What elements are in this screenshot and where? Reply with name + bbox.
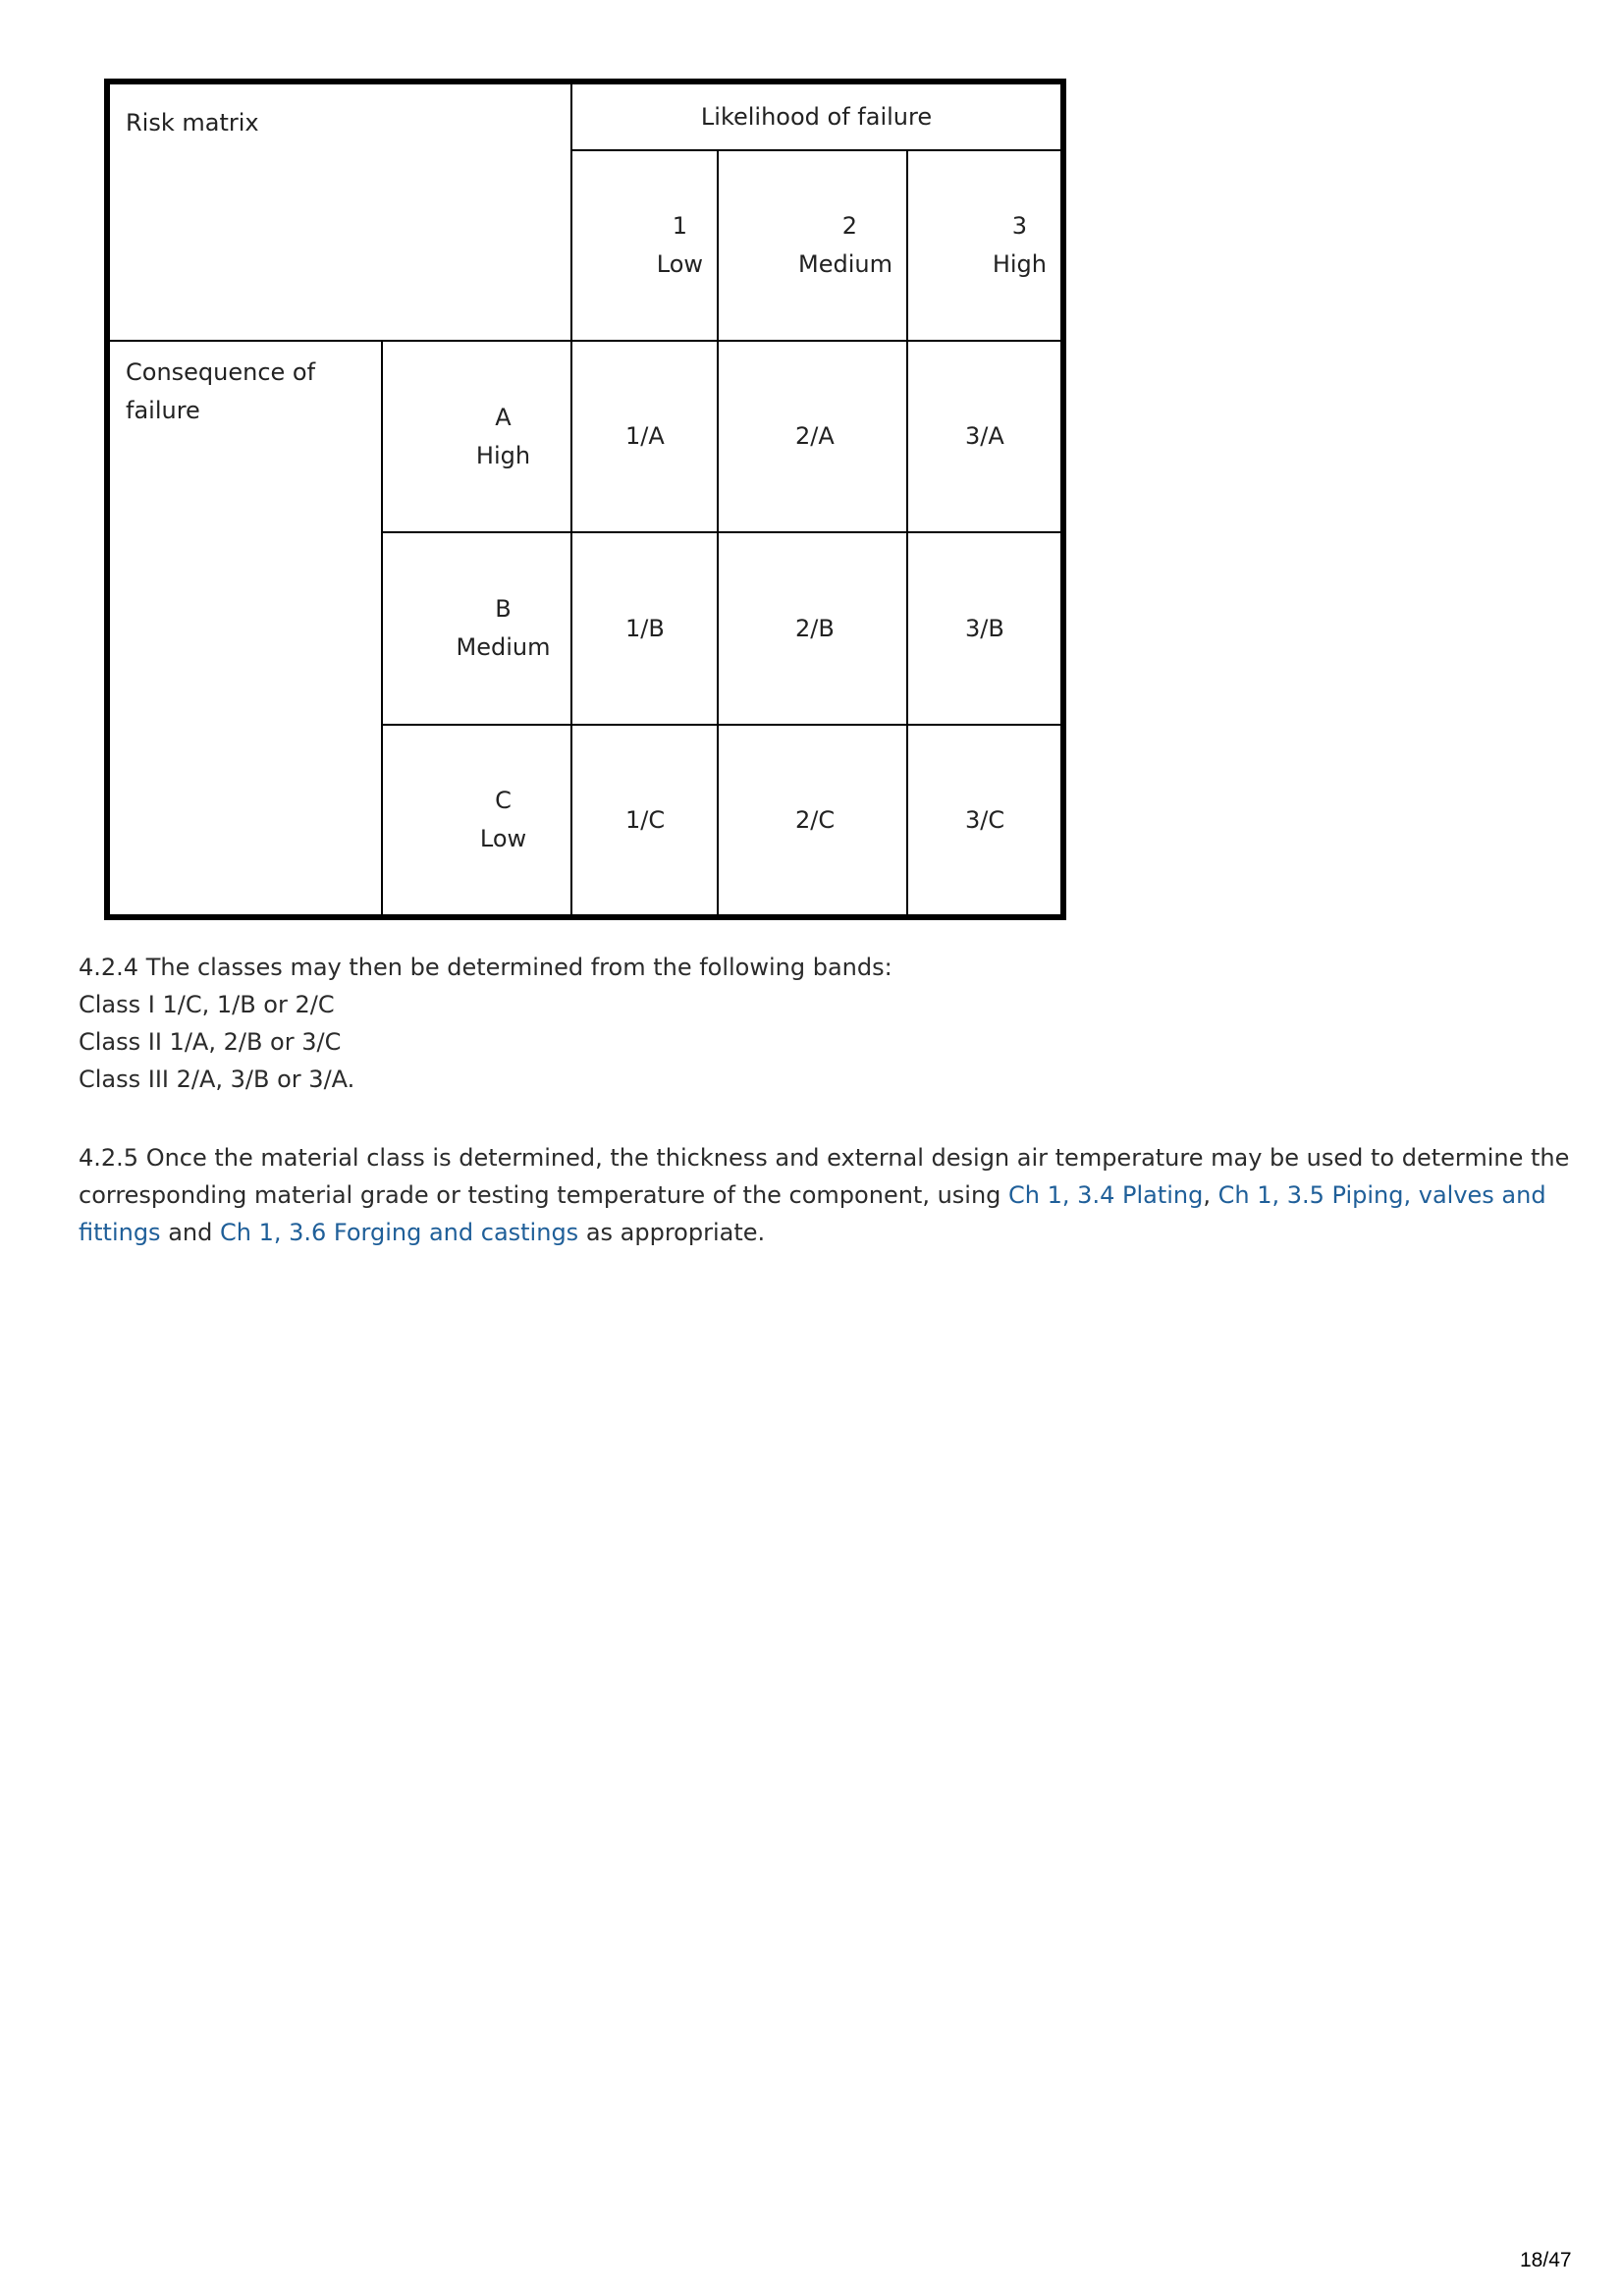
consequence-header: Consequence of failure	[107, 341, 382, 917]
consequence-level-a	[382, 341, 571, 532]
consequence-label: Medium	[456, 633, 551, 661]
matrix-cell-1a: 1/A	[571, 341, 718, 532]
class-2-band: Class II 1/A, 2/B or 3/C	[79, 1028, 342, 1056]
matrix-cell-3c: 3/C	[907, 725, 1063, 917]
consequence-letter: A	[495, 403, 512, 431]
class-1-band: Class I 1/C, 1/B or 2/C	[79, 991, 335, 1018]
matrix-cell-2c: 2/C	[718, 725, 907, 917]
class-bands	[79, 949, 1571, 1098]
consequence-label: Low	[479, 825, 527, 852]
likelihood-label: Low	[656, 250, 704, 278]
paragraph-4-2-5	[79, 1139, 1571, 1251]
consequence-label: High	[475, 441, 531, 469]
likelihood-label: Medium	[798, 250, 893, 278]
consequence-level-b	[382, 532, 571, 725]
link-plating[interactable]: Ch 1, 3.4 Plating	[1008, 1181, 1204, 1209]
separator: ,	[1203, 1181, 1218, 1209]
consequence-letter: C	[495, 787, 512, 814]
page-number: 18/47	[1520, 2249, 1572, 2271]
link-forging-castings[interactable]: Ch 1, 3.6 Forging and castings	[219, 1219, 579, 1246]
likelihood-number: 1	[672, 212, 688, 240]
risk-matrix-table	[104, 79, 1066, 920]
likelihood-level-3	[907, 150, 1063, 341]
likelihood-level-1	[571, 150, 718, 341]
paragraph-text: 4.2.5 Once the material class is determined, the thickness and external design air temperature may be used to determine the corresponding material grade or testing temperature of the component, using	[79, 1144, 1570, 1209]
separator: and	[160, 1219, 220, 1246]
likelihood-number: 3	[1011, 212, 1028, 240]
bands-intro: 4.2.4 The classes may then be determined from the following bands:	[79, 954, 892, 981]
likelihood-number: 2	[841, 212, 858, 240]
likelihood-level-2	[718, 150, 907, 341]
matrix-cell-3a: 3/A	[907, 341, 1063, 532]
likelihood-label: High	[992, 250, 1048, 278]
class-3-band: Class III 2/A, 3/B or 3/A.	[79, 1066, 355, 1093]
matrix-cell-3b: 3/B	[907, 532, 1063, 725]
consequence-letter: B	[495, 595, 512, 623]
matrix-cell-2b: 2/B	[718, 532, 907, 725]
matrix-cell-2a: 2/A	[718, 341, 907, 532]
paragraph-text: as appropriate.	[578, 1219, 766, 1246]
matrix-cell-1b: 1/B	[571, 532, 718, 725]
likelihood-header: Likelihood of failure	[571, 82, 1063, 150]
consequence-level-c	[382, 725, 571, 917]
link-piping-valves-fittings[interactable]: Ch 1, 3.5 Piping, valves and fittings	[79, 1181, 1546, 1246]
risk-matrix-title: Risk matrix	[107, 82, 571, 341]
matrix-cell-1c: 1/C	[571, 725, 718, 917]
